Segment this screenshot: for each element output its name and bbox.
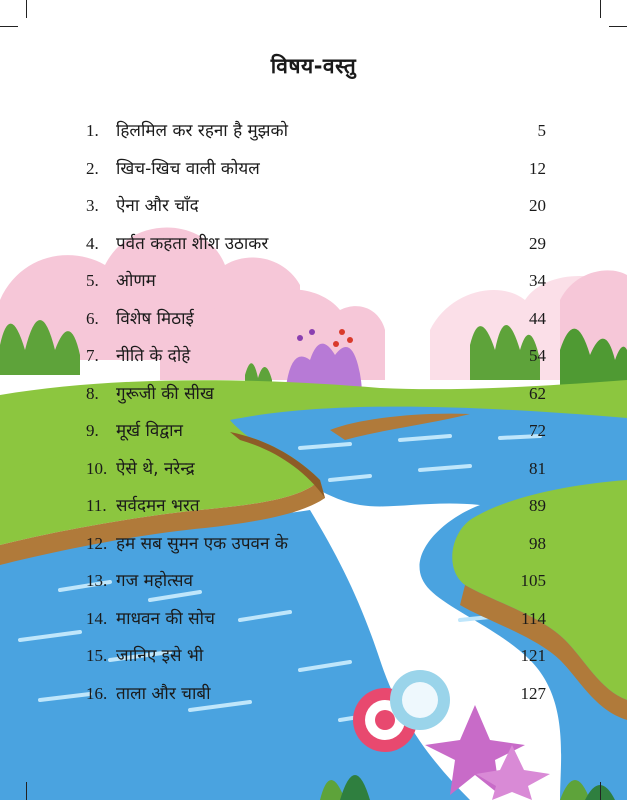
toc-entry[interactable]: [86, 456, 546, 494]
entry-page: 29: [529, 233, 546, 253]
entry-number: 7.: [86, 346, 99, 365]
entry-number: 10.: [86, 458, 108, 478]
entry-number: 2.: [86, 158, 99, 178]
crop-mark-top-right-h: [609, 26, 627, 27]
entry-page: 54: [529, 346, 546, 365]
entry-page: 34: [529, 271, 546, 290]
entry-title: पर्वत कहता शीश उठाकर: [116, 233, 269, 254]
entry-title: माधवन की सोच: [116, 608, 215, 629]
entry-title: ताला और चाबी: [116, 683, 211, 704]
table-of-contents: [86, 118, 546, 718]
toc-entry[interactable]: [86, 118, 546, 156]
crop-mark-bottom-right: [600, 782, 601, 800]
entry-number: 14.: [86, 608, 108, 628]
entry-number: 12.: [86, 533, 108, 553]
entry-page: 5: [537, 121, 546, 140]
entry-page: 98: [529, 533, 546, 553]
entry-page: 89: [529, 496, 546, 515]
toc-entry[interactable]: [86, 418, 546, 456]
entry-page: 105: [520, 571, 546, 590]
toc-entry[interactable]: [86, 156, 546, 194]
crop-mark-top-right: [600, 0, 601, 18]
entry-title: गज महोत्सव: [116, 571, 193, 591]
entry-number: 4.: [86, 233, 99, 253]
entry-number: 16.: [86, 683, 108, 703]
entry-number: 13.: [86, 571, 108, 590]
entry-page: 20: [529, 196, 546, 215]
toc-entry[interactable]: [86, 531, 546, 569]
entry-page: 121: [520, 646, 546, 665]
toc-entry[interactable]: [86, 681, 546, 719]
entry-title: मूर्ख विद्वान: [116, 421, 183, 441]
entry-title: ऐसे थे, नरेन्द्र: [116, 458, 195, 479]
crop-mark-top-left: [26, 0, 27, 18]
entry-title: विशेष मिठाई: [116, 308, 194, 329]
entry-page: 72: [529, 421, 546, 440]
entry-title: नीति के दोहे: [116, 346, 191, 366]
entry-number: 8.: [86, 383, 99, 403]
entry-title: गुरूजी की सीख: [116, 383, 214, 404]
toc-entry[interactable]: [86, 493, 546, 531]
toc-entry[interactable]: [86, 381, 546, 419]
entry-number: 5.: [86, 271, 99, 290]
page-title: विषय-वस्तु: [270, 54, 357, 78]
entry-page: 44: [529, 308, 546, 328]
entry-page: 62: [529, 383, 546, 403]
entry-title: हिलमिल कर रहना है मुझको: [116, 121, 288, 141]
entry-title: हम सब सुमन एक उपवन के: [116, 533, 288, 554]
entry-title: जानिए इसे भी: [116, 646, 204, 666]
entry-number: 3.: [86, 196, 99, 215]
crop-mark-bottom-left: [26, 782, 27, 800]
entry-title: सर्वदमन भरत: [116, 496, 200, 516]
entry-number: 1.: [86, 121, 99, 140]
toc-entry[interactable]: [86, 231, 546, 269]
toc-entry[interactable]: [86, 306, 546, 344]
crop-mark-top-left-h: [0, 26, 18, 27]
entry-page: 81: [529, 458, 546, 478]
entry-title: खिच-खिच वाली कोयल: [116, 158, 260, 179]
toc-entry[interactable]: [86, 343, 546, 381]
toc-entry[interactable]: [86, 643, 546, 681]
toc-entry[interactable]: [86, 568, 546, 606]
entry-title: ऐना और चाँद: [116, 196, 199, 216]
entry-page: 12: [529, 158, 546, 178]
entry-number: 9.: [86, 421, 99, 440]
toc-entry[interactable]: [86, 268, 546, 306]
entry-number: 6.: [86, 308, 99, 328]
toc-entry[interactable]: [86, 193, 546, 231]
entry-page: 114: [521, 608, 546, 628]
toc-entry[interactable]: [86, 606, 546, 644]
entry-title: ओणम: [116, 271, 156, 291]
entry-number: 11.: [86, 496, 107, 515]
entry-number: 15.: [86, 646, 108, 665]
entry-page: 127: [520, 683, 546, 703]
